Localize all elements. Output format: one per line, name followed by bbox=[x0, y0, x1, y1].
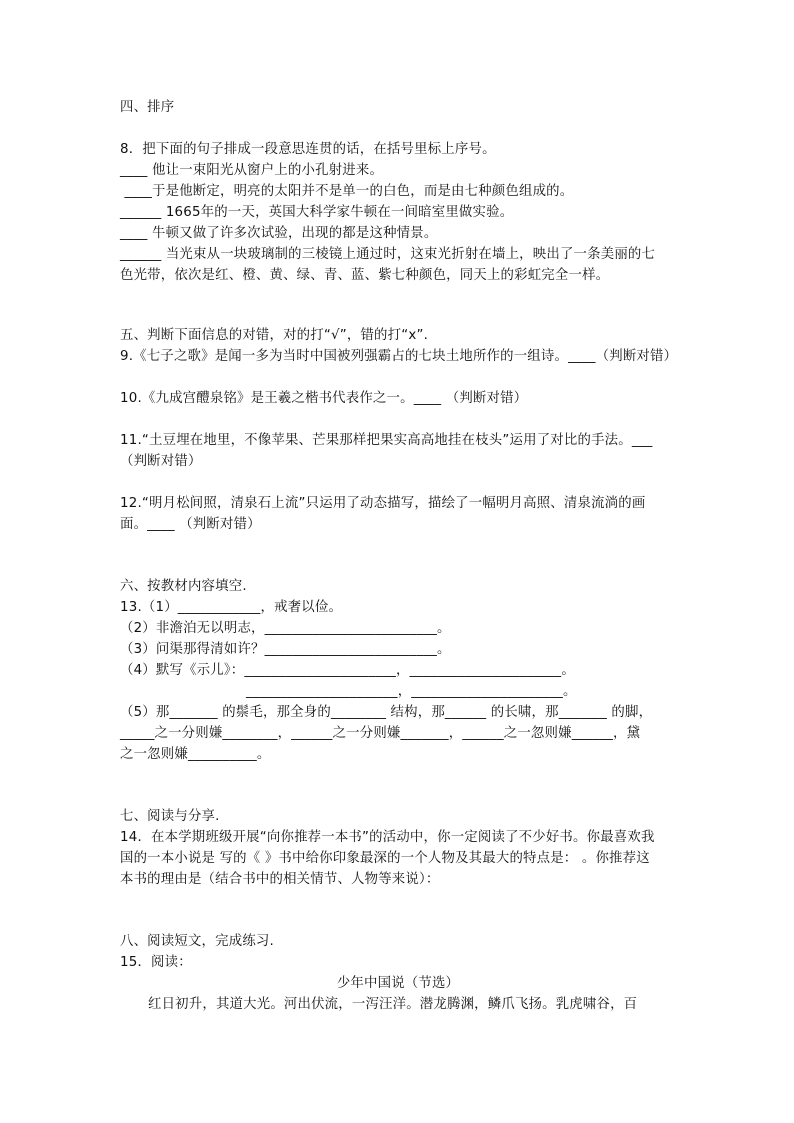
sort-item-2: ____于是他断定，明亮的太阳并不是单一的白色，而是由七种颜色组成的。 bbox=[120, 184, 574, 199]
fill-line-8: 之一忽则嫌__________。 bbox=[120, 747, 271, 762]
question-9: 9.《七子之歌》是闻一多为当时中国被列强霸占的七块土地所作的一组诗。____（判断对错） bbox=[120, 349, 678, 364]
sort-item-1: ____ 他让一束阳光从窗户上的小孔射进来。 bbox=[120, 163, 384, 178]
sort-item-4: ____ 牛顿又做了许多次试验，出现的都是这种情景。 bbox=[120, 226, 438, 241]
question-10: 10.《九成宫醴泉铭》是王羲之楷书代表作之一。____ （判断对错） bbox=[120, 391, 528, 406]
question-11: 11.“土豆埋在地里，不像苹果、芒果那样把果实高高地挂在枝头”运用了对比的手法。___ bbox=[120, 433, 653, 448]
passage-paragraph: 红日初升，其道大光。河出伏流，一泻汪洋。潜龙腾渊，鳞爪飞扬。乳虎啸谷，百 bbox=[148, 997, 638, 1012]
question-12-cont: 面。____ （判断对错） bbox=[120, 517, 261, 532]
fill-line-5: ______________________，______________________。 bbox=[246, 684, 577, 699]
fill-line-3: （3）问渠那得清如许？_________________________。 bbox=[120, 642, 451, 657]
fill-line-2: （2）非澹泊无以明志，_________________________。 bbox=[120, 621, 451, 636]
question-12: 12.“明月松间照，清泉石上流”只运用了动态描写，描绘了一幅明月高照、清泉流淌的画 bbox=[120, 496, 646, 511]
sort-item-5: ______ 当光束从一块玻璃制的三棱镜上通过时，这束光折射在墙上，映出了一条美丽的七 bbox=[120, 247, 656, 262]
sort-item-3: ______ 1665年的一天，英国大科学家牛顿在一间暗室里做实验。 bbox=[120, 205, 514, 220]
question-14: 14．在本学期班级开展“向你推荐一本书”的活动中，你一定阅读了不少好书。你最喜欢我 bbox=[120, 830, 655, 845]
question-15: 15．阅读： bbox=[120, 955, 192, 970]
sec5-heading: 五、判断下面信息的对错，对的打“√”，错的打“x”. bbox=[120, 328, 429, 343]
sec7-heading: 七、阅读与分享. bbox=[120, 809, 220, 824]
sec8-heading: 八、阅读短文，完成练习. bbox=[120, 934, 274, 949]
sort-item-5-cont: 色光带，依次是红、橙、黄、绿、青、蓝、紫七种颜色，同天上的彩虹完全一样。 bbox=[120, 268, 610, 283]
fill-line-7: _____之一分则嫌________，______之一分则嫌_______，______之一忽则嫌______，黛 bbox=[120, 726, 641, 741]
question-8: 8．把下面的句子排成一段意思连贯的话，在括号里标上序号。 bbox=[120, 142, 496, 157]
sec6-heading: 六、按教材内容填空. bbox=[120, 579, 247, 594]
question-14-cont-2: 本书的理由是（结合书中的相关情节、人物等来说）： bbox=[120, 872, 440, 887]
fill-line-1: 13.（1）____________，戒奢以俭。 bbox=[120, 600, 343, 615]
question-11-cont: （判断对错） bbox=[120, 454, 202, 469]
sec4-heading: 四、排序 bbox=[120, 100, 175, 115]
passage-title: 少年中国说（节选） bbox=[336, 976, 460, 991]
fill-line-6: （5）那_______ 的鬃毛，那全身的________ 结构，那______ 的长啸，那_______ 的脚， bbox=[120, 705, 653, 720]
question-14-cont-1: 国的一本小说是 写的《 》书中给你印象最深的一个人物及其最大的特点是： 。你推荐这 bbox=[120, 851, 650, 866]
fill-line-4: （4）默写《示儿》：______________________，______________________。 bbox=[120, 663, 575, 678]
